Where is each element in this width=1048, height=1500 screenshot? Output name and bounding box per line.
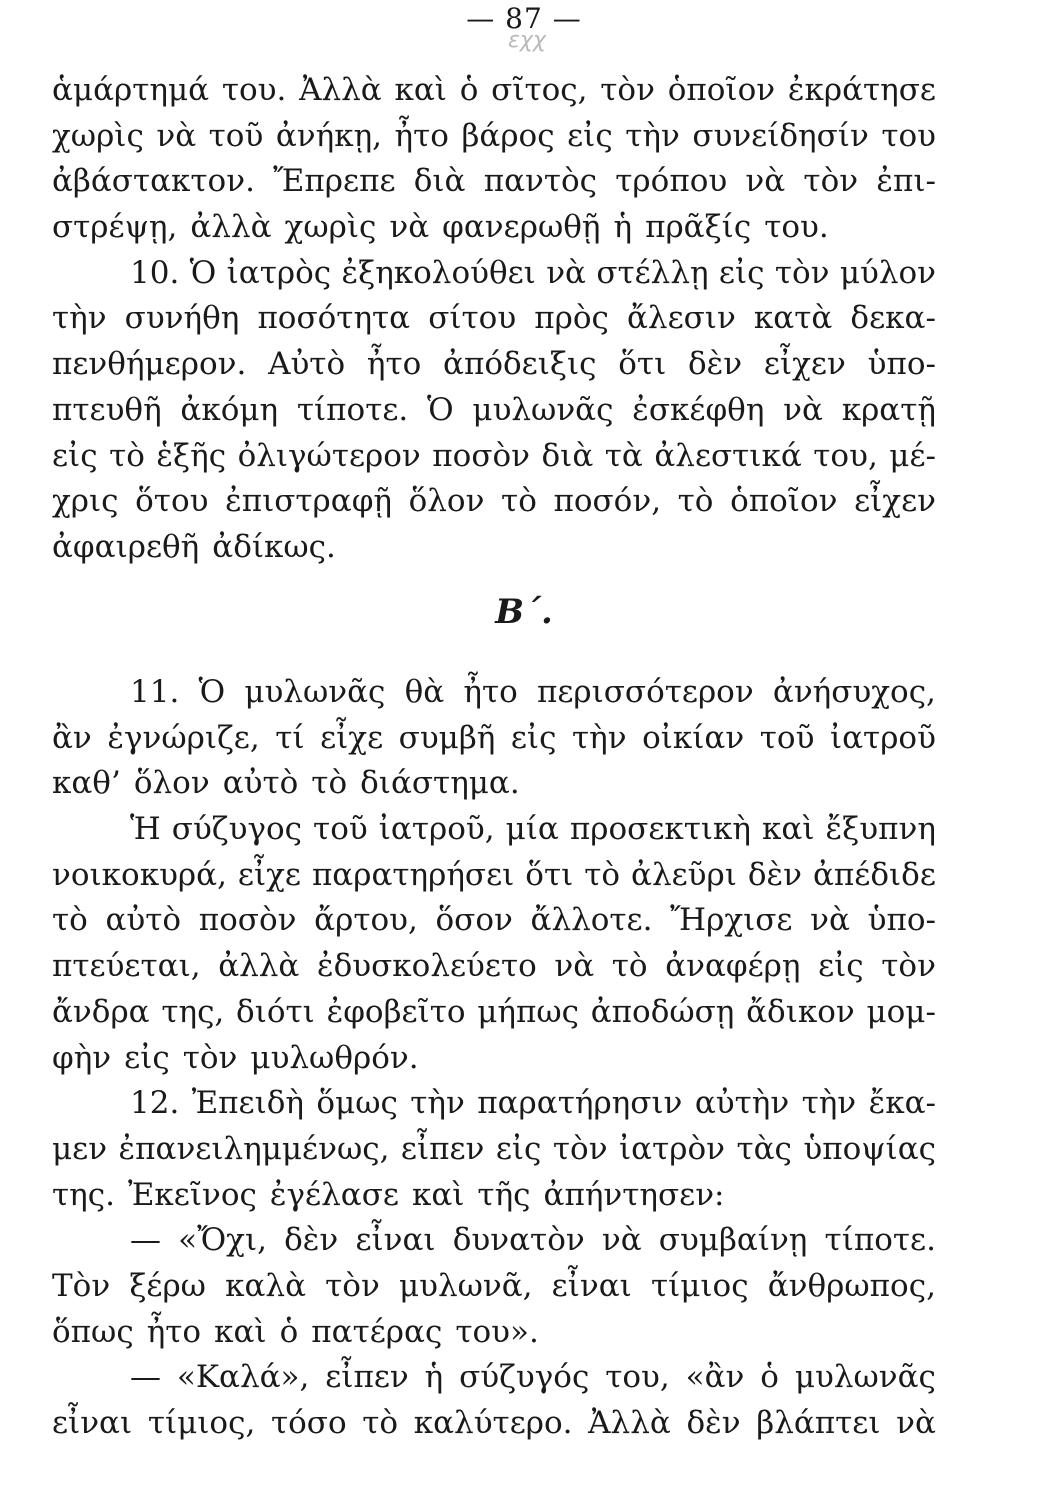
word: τὸ: [311, 765, 348, 802]
text-line: [52, 68, 936, 114]
word: καὶ: [394, 72, 447, 108]
word: θὰ: [404, 674, 445, 710]
word: τὰ: [604, 437, 643, 474]
word: εἰς: [718, 254, 765, 291]
word: τοῦ: [313, 811, 368, 848]
word: Ἡ: [130, 811, 161, 848]
word: Ὁ: [189, 254, 217, 291]
word: τρόπου: [615, 163, 728, 200]
word: στέλλῃ: [596, 254, 709, 291]
word: του: [881, 117, 936, 154]
word: ἄνδρα: [52, 993, 150, 1030]
word: σύζυγος: [171, 811, 303, 848]
word: ἐπι-: [876, 163, 936, 200]
word: ὅτι: [618, 346, 667, 383]
word: νὰ: [601, 1222, 642, 1259]
word: ἐπιστραφῇ: [225, 483, 392, 520]
word: τίμιος: [650, 1267, 749, 1304]
word: μήπως: [477, 993, 579, 1030]
word: τὸν: [881, 948, 936, 985]
word: ὁ: [279, 1313, 299, 1350]
word: ἡ: [424, 1359, 444, 1396]
word: πρὸς: [534, 300, 609, 337]
word: ὁ: [459, 72, 479, 108]
word: ἀβάστακτον.: [52, 163, 255, 200]
word: ἦτο: [366, 346, 422, 383]
word: ἔξυπνη: [825, 811, 936, 848]
text-line: [52, 434, 936, 480]
word: Ἤρχισε: [670, 902, 793, 939]
word: σῖτος,: [491, 72, 588, 108]
word: ἦτο: [146, 1313, 202, 1350]
word: ὁ: [760, 1359, 779, 1396]
text-line: [52, 1310, 936, 1356]
word: καλὰ: [225, 1267, 306, 1304]
word: μυλωνᾶς: [472, 391, 614, 428]
text-line: [52, 761, 936, 807]
word: τὸν: [803, 163, 859, 200]
word: ἀδίκως.: [212, 528, 336, 565]
word: νὰ: [389, 209, 430, 246]
word: ἀλλὰ: [190, 209, 272, 246]
word: ὑπο-: [867, 346, 936, 383]
word: πτεύεται,: [52, 948, 201, 985]
word: συμβῆ: [398, 719, 496, 756]
word: εἰς: [818, 948, 864, 985]
word: κατὰ: [753, 300, 833, 337]
word: ἀπέδιδε: [812, 856, 936, 893]
word: παρατήρησιν: [477, 1085, 683, 1122]
word: ὅτι: [525, 856, 574, 893]
word: ἦτο: [394, 117, 449, 154]
word: πτευθῆ: [52, 391, 162, 428]
word: εἰς: [510, 719, 557, 756]
word: ὅπως: [52, 1313, 134, 1350]
word: ποσότητα: [257, 300, 411, 337]
text-line: [52, 114, 936, 160]
text-line: [52, 251, 936, 297]
word: νὰ: [554, 948, 595, 985]
word: τοῦ: [759, 719, 815, 756]
text-line: [52, 1264, 936, 1310]
word: τὸ: [501, 483, 537, 520]
word: αὐτὴν: [694, 1085, 790, 1122]
word: φανερωθῇ: [442, 209, 601, 246]
word: τῆς: [477, 1176, 531, 1213]
word: εἶπεν: [325, 1359, 409, 1396]
word: ἐκράτησε: [787, 72, 936, 108]
word: προσεκτικὴ: [569, 811, 752, 848]
word: τίποτε.: [824, 1222, 936, 1259]
word: συμβαίνῃ: [658, 1222, 808, 1259]
word: του».: [455, 1313, 539, 1350]
word: δυνατὸν: [452, 1222, 585, 1259]
word: τοῦ: [208, 117, 264, 154]
text-line: [52, 525, 936, 571]
text-block-1: [52, 68, 936, 571]
section-heading: Β΄.: [495, 592, 553, 632]
word: ἐξηκολούθει: [341, 254, 536, 291]
word: του,: [605, 1359, 670, 1396]
word: ἰατρὸν: [619, 1130, 725, 1167]
text-line: [52, 853, 936, 899]
word: ὅμως: [316, 1085, 398, 1122]
word: εἶχε: [237, 856, 301, 893]
word: ὑπο-: [867, 902, 936, 939]
word: ἄρτου,: [314, 902, 418, 939]
word: τί: [275, 719, 305, 756]
text-line: [52, 670, 936, 716]
word: ὅλον: [408, 483, 485, 520]
text-line: [52, 388, 936, 434]
word: ἀφαιρεθῆ: [52, 528, 200, 565]
word: τὸ: [677, 483, 714, 520]
word: Ἔπρεπε: [273, 163, 396, 200]
word: τὴν: [571, 719, 627, 756]
word: τὸ: [584, 856, 621, 893]
word: ἦτο: [463, 674, 518, 710]
word: συνείδησίν: [692, 117, 869, 154]
word: ἄλεσιν: [627, 300, 736, 337]
word: ἀκόμη: [180, 391, 279, 428]
word: νὰ: [896, 1405, 936, 1441]
word: ἄνθρωπος,: [767, 1267, 936, 1304]
word: μύλον: [839, 254, 936, 291]
word: καὶ: [411, 1176, 465, 1213]
word: παρατηρήσει: [311, 856, 515, 893]
word: ὑποψίας: [803, 1130, 936, 1167]
word: τὴν: [52, 300, 107, 337]
text-line: [52, 1127, 936, 1173]
word: τόσο: [270, 1405, 347, 1441]
word: εἶχε: [320, 719, 384, 756]
word: αὐτὸ: [105, 902, 182, 939]
text-block-2: [52, 670, 936, 1447]
word: μυλωνᾶς: [244, 674, 386, 710]
word: τὸν: [552, 1130, 608, 1167]
word: 12.: [130, 1085, 180, 1122]
word: καθ’: [52, 765, 121, 802]
text-line: [52, 1218, 936, 1264]
word: τὸ: [109, 437, 145, 474]
word: μυλωθρόν.: [250, 1039, 419, 1076]
word: ἁμάρτημά: [52, 72, 210, 108]
word: νὰ: [745, 163, 786, 200]
text-line: [52, 1081, 936, 1127]
text-line: [52, 205, 936, 251]
word: ἄδικον: [746, 993, 855, 1030]
word: πατέρας: [311, 1313, 443, 1350]
word: ἐγνώριζε,: [107, 719, 260, 756]
word: Αὐτὸ: [268, 346, 346, 383]
word: εἶχεν: [854, 483, 936, 520]
word: εἶπεν: [400, 1130, 485, 1167]
word: διότι: [236, 993, 315, 1030]
word: Τὸν: [52, 1267, 111, 1304]
word: μεν: [52, 1130, 108, 1167]
word: ὅσον: [435, 902, 513, 939]
word: ὅτου: [135, 483, 209, 520]
word: ὁποῖον: [730, 483, 838, 520]
word: συνήθη: [124, 300, 240, 337]
word: χωρὶς: [52, 117, 144, 154]
word: νὰ: [156, 117, 197, 154]
word: ἀποδώσῃ: [590, 993, 735, 1030]
word: δὲν: [284, 1222, 339, 1259]
word: ἄλλοτε.: [530, 902, 653, 939]
word: κρατῇ: [841, 391, 936, 428]
word: —: [130, 1359, 161, 1396]
word: τίποτε.: [296, 391, 409, 428]
text-line: [52, 944, 936, 990]
page-number: — 87 —: [466, 2, 582, 35]
word: ποσόν,: [553, 483, 662, 520]
word: 11.: [130, 674, 180, 710]
word: ἀλλὰ: [218, 948, 300, 985]
word: σίτου: [428, 300, 517, 337]
word: τὸ: [611, 948, 648, 985]
word: νὰ: [546, 254, 586, 291]
text-line: [52, 807, 936, 853]
word: τὴν: [801, 1085, 857, 1122]
word: του.: [764, 209, 829, 246]
word: μέ-: [889, 437, 936, 474]
word: διὰ: [541, 437, 594, 474]
word: ἀνήκῃ,: [275, 117, 383, 154]
word: ἀλεῦρι: [631, 856, 737, 893]
word: ποσὸν: [432, 437, 530, 474]
word: σύζυγός: [459, 1359, 590, 1396]
word: μία: [505, 811, 559, 848]
text-line: [52, 990, 936, 1036]
word: καὶ: [214, 1313, 267, 1350]
word: «Καλά»,: [176, 1359, 310, 1396]
word: ἀλεστικά: [654, 437, 802, 474]
word: τὸν: [325, 1267, 380, 1304]
word: ἔκα-: [868, 1085, 936, 1122]
word: παντὸς: [483, 163, 598, 200]
word: νοικοκυρά,: [52, 856, 227, 893]
word: τὴν: [625, 117, 680, 154]
word: ἐδυσκολεύετο: [316, 948, 537, 985]
word: ἀπήντησεν:: [543, 1176, 725, 1213]
text-line: [52, 1036, 936, 1082]
word: ἀνήσυχος,: [772, 674, 936, 710]
word: περισσότερον: [536, 674, 754, 710]
word: βάρος: [461, 117, 555, 154]
word: καὶ: [762, 811, 815, 848]
word: ἐγέλασε: [269, 1176, 399, 1213]
word: «Ὄχι,: [178, 1222, 267, 1259]
word: του.: [221, 72, 287, 108]
word: «ἂν: [685, 1359, 745, 1396]
word: δεκα-: [850, 300, 936, 337]
text-line: [52, 342, 936, 388]
word: διάστημα.: [360, 765, 520, 802]
word: ὀλιγώτερον: [237, 437, 421, 474]
word: εἰς: [124, 1039, 170, 1076]
word: Ἀλλὰ: [299, 72, 382, 108]
word: μομ-: [866, 993, 936, 1030]
word: δὲν: [688, 346, 743, 383]
word: φὴν: [52, 1039, 112, 1076]
word: οἰκίαν: [642, 719, 745, 756]
word: ἡ: [613, 209, 633, 246]
word: της,: [161, 993, 225, 1030]
word: διὰ: [413, 163, 466, 200]
word: χρις: [52, 483, 119, 520]
word: εἶναι: [551, 1267, 632, 1304]
word: χωρὶς: [284, 209, 377, 246]
word: ἐσκέφθη: [632, 391, 765, 428]
word: δὲν: [686, 1405, 741, 1441]
word: 10.: [130, 254, 180, 291]
text-line: [52, 479, 936, 525]
word: ξέρω: [129, 1267, 206, 1304]
word: μυλωνᾶς: [794, 1359, 936, 1396]
text-line: [52, 1355, 936, 1401]
text-line: [52, 716, 936, 762]
word: ἑξῆς: [156, 437, 227, 474]
word: Ὁ: [427, 391, 454, 428]
text-line: [52, 1401, 936, 1447]
word: τὸν: [600, 72, 655, 108]
word: του,: [813, 437, 878, 474]
word: ἰατροῦ: [829, 719, 936, 756]
word: ὁποῖον: [667, 72, 776, 108]
word: ἀναφέρῃ: [665, 948, 801, 985]
word: δὲν: [747, 856, 803, 893]
word: εἰς: [495, 1130, 542, 1167]
text-line: [52, 159, 936, 205]
word: τὴν: [410, 1085, 465, 1122]
word: τὸν: [774, 254, 830, 291]
text-line: [52, 898, 936, 944]
text-line: [52, 1173, 936, 1219]
text-line: [52, 296, 936, 342]
word: —: [130, 1222, 161, 1259]
word: τὸ: [52, 902, 88, 939]
word: εἶχεν: [763, 346, 846, 383]
word: νὰ: [783, 391, 823, 428]
word: τὸν: [182, 1039, 238, 1076]
word: πενθήμερον.: [52, 346, 247, 383]
word: στρέψῃ,: [52, 209, 178, 246]
word: τὸ: [362, 1405, 399, 1441]
word: βλάπτει: [756, 1405, 881, 1441]
word: Ὁ: [198, 674, 226, 710]
word: εἶναι: [355, 1222, 436, 1259]
word: ἰατροῦ,: [378, 811, 495, 848]
word: εἰς: [567, 117, 613, 154]
word: μυλωνᾶ,: [398, 1267, 533, 1304]
word: εἰς: [52, 437, 98, 474]
word: της.: [52, 1176, 115, 1213]
word: Ἐκεῖνος: [127, 1176, 257, 1213]
pencil-annotation: εχχ: [508, 28, 546, 53]
word: πρᾶξίς: [645, 209, 752, 246]
word: Ἀλλὰ: [588, 1405, 671, 1441]
word: ἐφοβεῖτο: [326, 993, 466, 1030]
word: νὰ: [810, 902, 850, 939]
word: ὅλον: [133, 765, 210, 802]
word: ἰατρὸς: [226, 254, 332, 291]
word: εἶναι: [52, 1405, 133, 1441]
word: ἀπόδειξις: [443, 346, 597, 383]
word: Ἐπειδὴ: [191, 1085, 304, 1122]
word: τὰς: [736, 1130, 792, 1167]
word: ποσὸν: [198, 902, 297, 939]
word: ἐπανειλημμένως,: [118, 1130, 390, 1167]
word: καλύτερο.: [413, 1405, 573, 1441]
word: ἂν: [52, 719, 92, 756]
word: αὐτὸ: [222, 765, 299, 802]
word: τίμιος,: [147, 1405, 256, 1441]
